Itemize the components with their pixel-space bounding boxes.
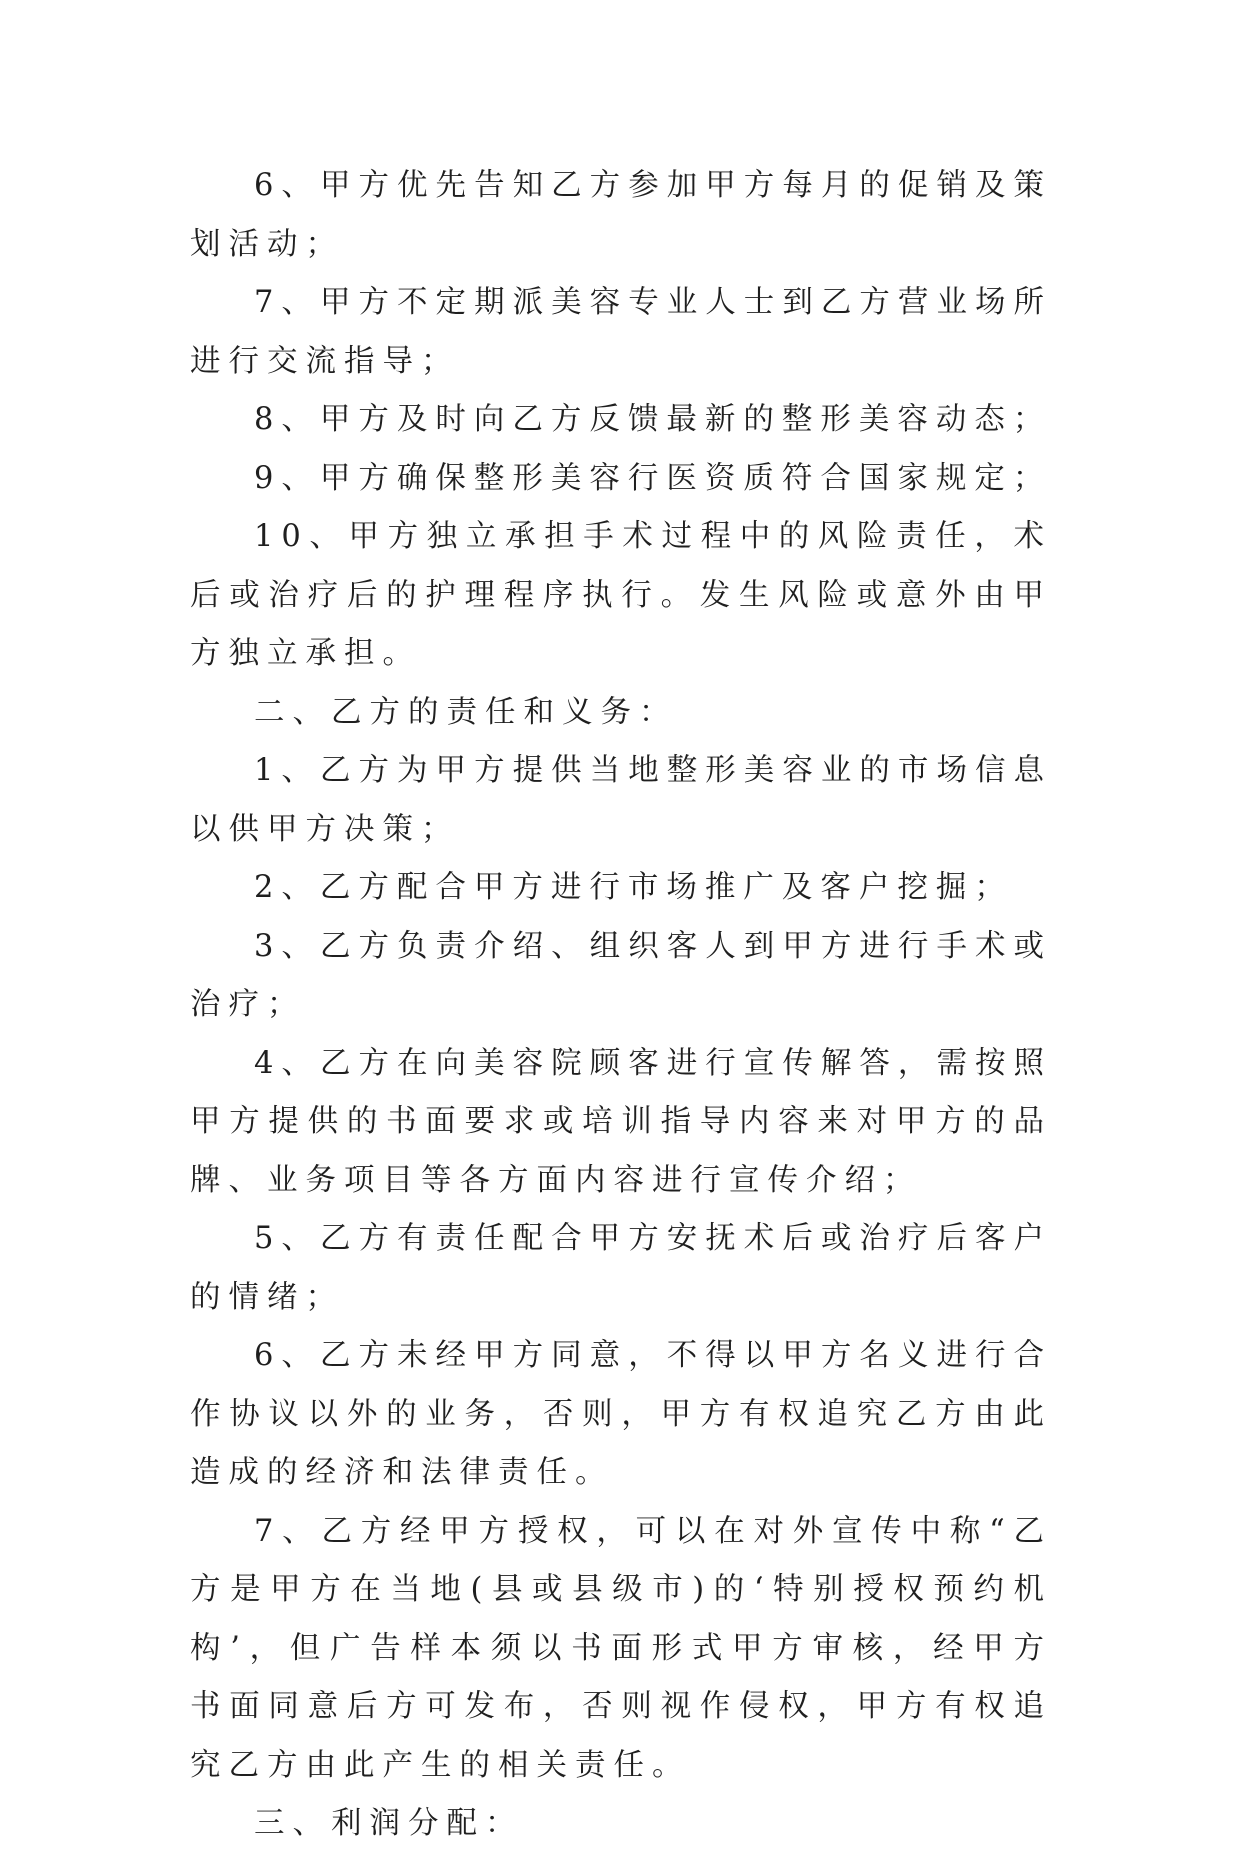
paragraph-party-b-item-3: 3、乙方负责介绍、组织客人到甲方进行手术或治疗； — [190, 928, 1052, 1022]
paragraph-party-b-item-1: 1、乙方为甲方提供当地整形美容业的市场信息以供甲方决策； — [190, 753, 1052, 847]
section-heading-party-b-duties: 二、乙方的责任和义务： — [254, 694, 678, 730]
paragraph-party-a-item-7: 7、甲方不定期派美容专业人士到乙方营业场所进行交流指导； — [190, 285, 1052, 379]
paragraph-party-b-item-5: 5、乙方有责任配合甲方安抚术后或治疗后客户的情绪； — [190, 1221, 1052, 1315]
paragraph-party-a-item-8: 8、甲方及时向乙方反馈最新的整形美容动态； — [254, 402, 1052, 437]
paragraph-party-a-item-9: 9、甲方确保整形美容行医资质符合国家规定； — [254, 460, 1052, 496]
paragraph-party-b-item-2: 2、乙方配合甲方进行市场推广及客户挖掘； — [254, 870, 1013, 905]
paragraph-party-b-item-7: 7、乙方经甲方授权，可以在对外宣传中称“乙方是甲方在当地(县或县级市)的‘特别授权预约机构’，但广告样本须以书面形式甲方审核，经甲方书面同意后方可发布，否则视作侵权，甲方有权追究乙方由此产生的相关责任。 — [190, 1513, 1052, 1783]
section-heading-profit-distribution: 三、利润分配： — [254, 1806, 524, 1841]
document-body — [190, 157, 1052, 1854]
paragraph-party-a-item-6: 6、甲方优先告知乙方参加甲方每月的促销及策划活动； — [190, 168, 1052, 262]
paragraph-party-a-item-10: 10、甲方独立承担手术过程中的风险责任，术后或治疗后的护理程序执行。发生风险或意外由甲方独立承担。 — [190, 519, 1052, 671]
paragraph-party-b-item-6: 6、乙方未经甲方同意，不得以甲方名义进行合作协议以外的业务，否则，甲方有权追究乙方由此造成的经济和法律责任。 — [190, 1338, 1052, 1490]
paragraph-party-b-item-4: 4、乙方在向美容院顾客进行宣传解答，需按照甲方提供的书面要求或培训指导内容来对甲方的品牌、业务项目等各方面内容进行宣传介绍； — [190, 1045, 1052, 1198]
